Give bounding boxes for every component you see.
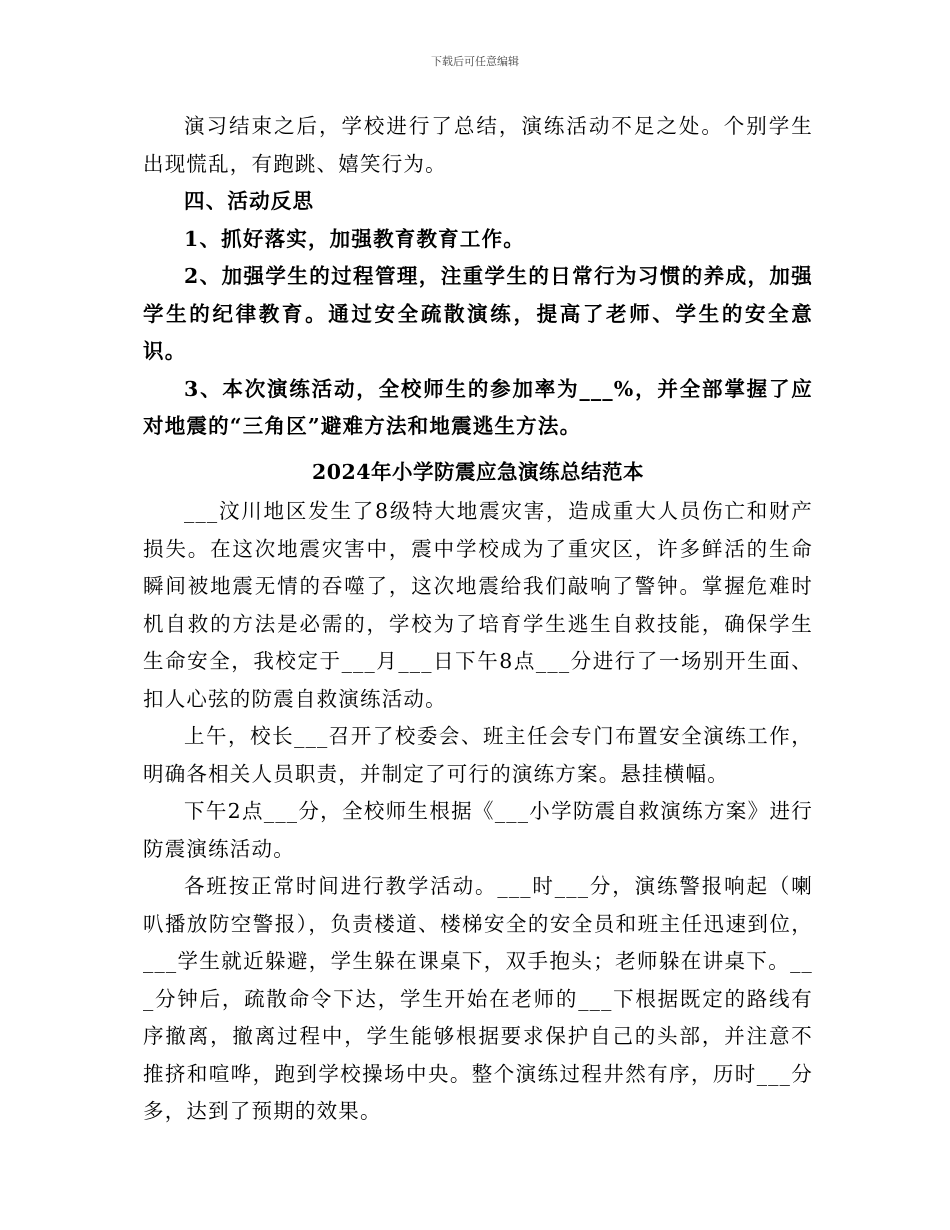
page-header: 下载后可任意编辑 [431, 55, 519, 68]
article-paragraph-1: ___汶川地区发生了8级特大地震灾害，造成重大人员伤亡和财产损失。在这次地震灾害中，震中学校成为了重灾区，许多鲜活的生命瞬间被地震无情的吞噬了，这次地震给我们敲响了警钟。掌握危难时机自救的方法是必需的，学校为了培育学生逃生自救技能，确保学生生命安全，我校定于___月___日下午8点___分进行了一场别开生面、扣人心弦的防震自救演练活动。 [143, 499, 813, 711]
section-heading: 四、活动反思 [184, 189, 315, 213]
reflection-item-3: 3、本次演练活动，全校师生的参加率为___%，并全部掌握了应对地震的“三角区”避难方法和地震逃生方法。 [143, 376, 813, 438]
reflection-item-2: 2、加强学生的过程管理，注重学生的日常行为习惯的养成，加强学生的纪律教育。通过安全疏散演练，提高了老师、学生的安全意识。 [143, 264, 813, 363]
article-paragraph-3: 下午2点___分，全校师生根据《___小学防震自救演练方案》进行防震演练活动。 [143, 799, 813, 861]
reflection-item-1: 1、抓好落实，加强教育教育工作。 [184, 226, 525, 251]
article-paragraph-4: 各班按正常时间进行教学活动。___时___分，演练警报响起（喇叭播放防空警报），负责楼道、楼梯安全的安全员和班主任迅速到位，___学生就近躲避，学生躲在课桌下，双手抱头；老师躲在讲桌下。___分钟后，疏散命令下达，学生开始在老师的___下根据既定的路线有序撤离，撤离过程中，学生能够根据要求保护自己的头部，并注意不推挤和喧哗，跑到学校操场中央。整个演练过程井然有序，历时___分多，达到了预期的效果。 [143, 874, 813, 1123]
article-title: 2024年小学防震应急演练总结范本 [311, 459, 645, 484]
summary-paragraph: 演习结束之后，学校进行了总结，演练活动不足之处。个别学生出现慌乱，有跑跳、嬉笑行为。 [143, 114, 813, 176]
document-body [143, 108, 813, 1131]
article-paragraph-2: 上午，校长___召开了校委会、班主任会专门布置安全演练工作，明确各相关人员职责，并制定了可行的演练方案。悬挂横幅。 [143, 724, 813, 786]
